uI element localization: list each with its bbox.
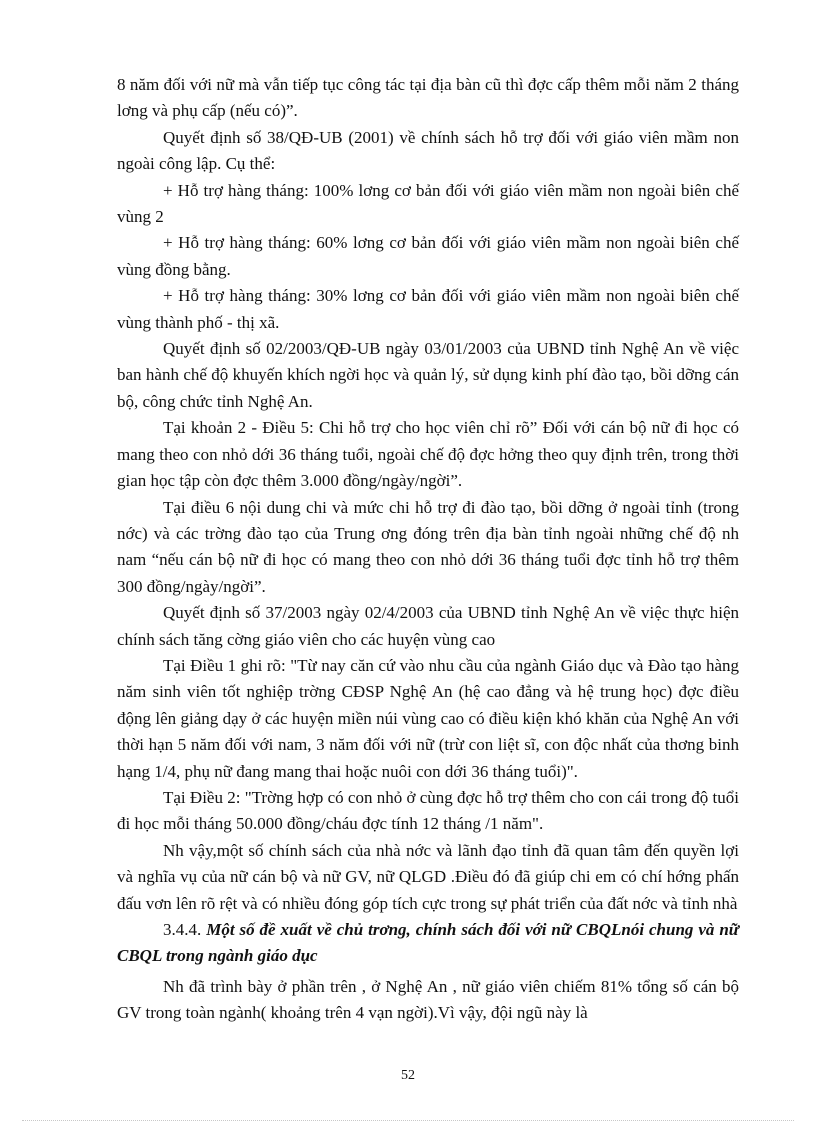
list-item-support-60: + Hỗ trợ hàng tháng: 60% lơng cơ bản đối với giáo viên mầm non ngoài biên chế vùng đồng bằng. xyxy=(117,233,739,279)
list-item-support-30: + Hỗ trợ hàng tháng: 30% lơng cơ bản đối với giáo viên mầm non ngoài biên chế vùng thành phố - thị xã. xyxy=(117,286,739,332)
section-heading xyxy=(117,917,739,970)
body-text xyxy=(117,72,739,1027)
paragraph-decision-38: Quyết định số 38/QĐ-UB (2001) về chính sách hỗ trợ đối với giáo viên mầm non ngoài công lập. Cụ thể: xyxy=(117,127,739,174)
list-item-support-100: + Hỗ trợ hàng tháng: 100% lơng cơ bản đối với giáo viên mầm non ngoài biên chế vùng 2 xyxy=(117,180,739,227)
footer-divider xyxy=(22,1120,794,1121)
paragraph-summary: Nh vậy,một số chính sách của nhà nớc và lãnh đạo tỉnh đã quan tâm đến quyền lợi và nghĩa vụ của nữ cán bộ và nữ GV, nữ QLGD .Điều đó đã giúp chi em có chí hớng phấn đấu vơn lên rõ rệt và có nhiều đóng góp tích cực trong sự phát triển của đất nớc và tỉnh nhà xyxy=(117,840,739,913)
page-number: 52 xyxy=(401,1068,415,1083)
paragraph-closing: Nh đã trình bày ở phần trên , ở Nghệ An , nữ giáo viên chiếm 81% tổng số cán bộ GV trong toàn ngành( khoảng trên 4 vạn ngời).Vì vậy, đội ngũ này là xyxy=(117,976,739,1023)
paragraph-article-2: Tại Điều 2: "Trờng hợp có con nhỏ ở cùng đợc hỗ trợ thêm cho con cái trong độ tuổi đi học mỗi tháng 50.000 đồng/cháu đợc tính 12 tháng /1 năm". xyxy=(117,787,739,834)
section-title: Một số đề xuất về chủ trơng, chính sách đối với nữ CBQLnói chung và nữ CBQL trong ngành giáo dục xyxy=(117,920,739,966)
paragraph-article-1: Tại Điều 1 ghi rõ: "Từ nay căn cứ vào nhu cầu của ngành Giáo dục và Đào tạo hàng năm sinh viên tốt nghiệp trờng CĐSP Nghệ An (hệ cao đẳng và hệ trung học) đợc điều động lên giảng dạy ở các huyện miền núi vùng cao có điều kiện khó khăn của Nghệ An với thời hạn 5 năm đối với nam, 3 năm đối với nữ (trừ con liệt sĩ, con độc nhất của thơng binh hạng 1/4, phụ nữ đang mang thai hoặc nuôi con dới 36 tháng tuổi)". xyxy=(117,655,739,781)
paragraph-clause-2-article-5: Tại khoản 2 - Điều 5: Chi hỗ trợ cho học viên chỉ rõ” Đối với cán bộ nữ đi học có mang theo con nhỏ dới 36 tháng tuổi, ngoài chế độ đợc hởng theo quy định trên, trong thời gian học tập còn đợc thêm 3.000 đồng/ngày/ngời”. xyxy=(117,418,739,491)
paragraph-decision-02: Quyết định số 02/2003/QĐ-UB ngày 03/01/2003 của UBND tỉnh Nghệ An về việc ban hành chế độ khuyến khích ngời học và quản lý, sử dụng kinh phí đào tạo, bồi dỡng cán bộ, công chức tỉnh Nghệ An. xyxy=(117,339,739,411)
paragraph-article-6: Tại điều 6 nội dung chi và mức chi hỗ trợ đi đào tạo, bồi dỡng ở ngoài tỉnh (trong nớc) và các trờng đào tạo của Trung ơng đóng trên địa bàn tỉnh ngoài những chế độ nh nam “nếu cán bộ nữ đi học có mang theo con nhỏ dới 36 tháng tuổi đợc tỉnh hỗ trợ thêm 300 đồng/ngày/ngời”. xyxy=(117,497,739,596)
paragraph-continuation: 8 năm đối với nữ mà vẫn tiếp tục công tác tại địa bàn cũ thì đợc cấp thêm mỗi năm 2 tháng lơng và phụ cấp (nếu có)”. xyxy=(117,75,739,121)
paragraph-decision-37: Quyết định số 37/2003 ngày 02/4/2003 của UBND tỉnh Nghệ An về việc thực hiện chính sách tăng cờng giáo viên cho các huyện vùng cao xyxy=(117,603,739,649)
section-number: 3.4.4. xyxy=(163,920,202,939)
